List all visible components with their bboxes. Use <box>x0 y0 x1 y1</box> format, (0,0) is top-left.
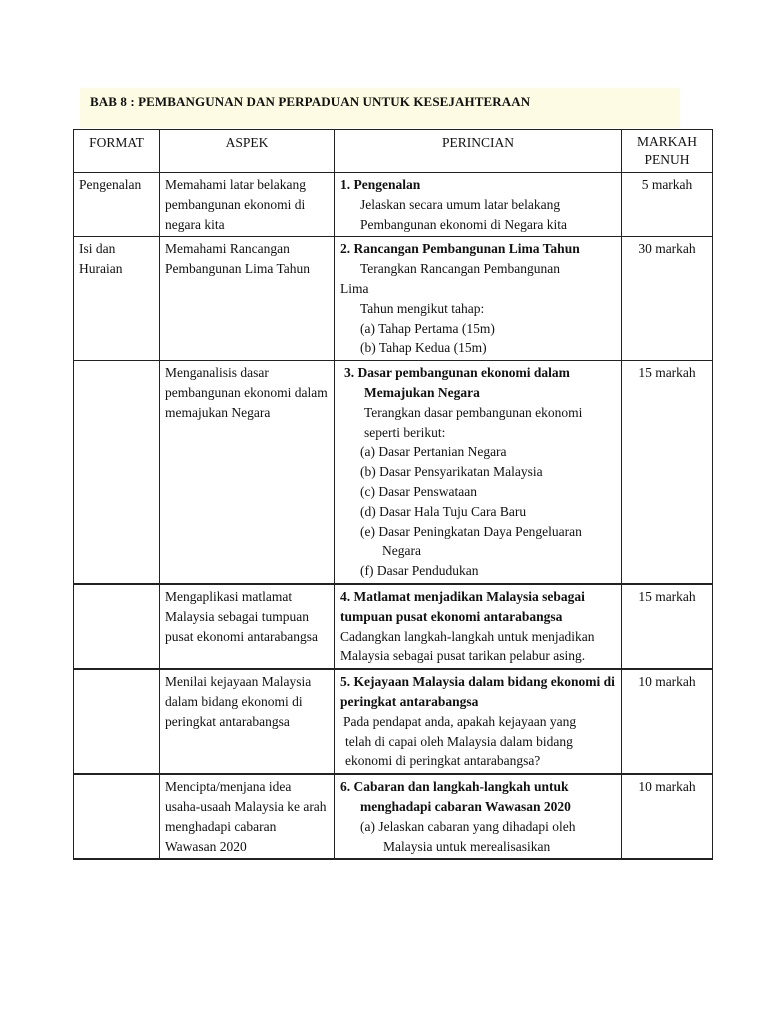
perincian-line: seperti berikut: <box>364 424 446 440</box>
perincian-line: ekonomi di peringkat antarabangsa? <box>345 753 541 769</box>
perincian-line: Terangkan dasar pembangunan ekonomi <box>364 404 583 420</box>
perincian-line: telah di capai oleh Malaysia dalam bidang <box>345 733 573 749</box>
aspek-cell: Memahami latar belakang pembangunan ekonomi di negara kita <box>160 173 335 237</box>
table-row <box>74 669 713 774</box>
perincian-item: (a) Jelaskan cabaran yang dihadapi oleh <box>360 818 576 834</box>
perincian-heading: 4. Matlamat menjadikan Malaysia sebagai tumpuan pusat ekonomi antarabangsa <box>340 588 585 624</box>
perincian-line: Tahun mengikut tahap: <box>360 300 485 316</box>
markah-cell: 15 markah <box>622 361 713 584</box>
perincian-heading: 2. Rancangan Pembangunan Lima Tahun <box>340 241 580 257</box>
perincian-heading: 6. Cabaran dan langkah-langkah untuk <box>340 779 569 795</box>
markah-cell: 10 markah <box>622 669 713 774</box>
perincian-item: (f) Dasar Pendudukan <box>360 563 479 579</box>
format-cell: Pengenalan <box>74 173 160 237</box>
perincian-cell <box>335 584 622 669</box>
perincian-body: Cadangkan langkah-langkah untuk menjadikan Malaysia sebagai pusat tarikan pelabur asing. <box>340 628 595 664</box>
format-cell <box>74 584 160 669</box>
header-format: FORMAT <box>74 130 160 173</box>
perincian-heading: Memajukan Negara <box>364 384 480 400</box>
perincian-item: (d) Dasar Hala Tuju Cara Baru <box>360 503 527 519</box>
table-row <box>74 774 713 859</box>
aspek-cell: Memahami Rancangan Pembangunan Lima Tahun <box>160 237 335 361</box>
perincian-cell <box>335 669 622 774</box>
perincian-cell <box>335 774 622 859</box>
header-markah-penuh <box>622 130 713 173</box>
perincian-line: Jelaskan secara umum latar belakang <box>360 196 561 212</box>
format-cell <box>74 774 160 859</box>
markah-cell: 10 markah <box>622 774 713 859</box>
perincian-item: (b) Tahap Kedua (15m) <box>360 340 487 356</box>
perincian-cell <box>335 361 622 584</box>
table-row <box>74 237 713 361</box>
perincian-line: Pada pendapat anda, apakah kejayaan yang <box>343 713 577 729</box>
perincian-item: (b) Dasar Pensyarikatan Malaysia <box>360 464 543 480</box>
markah-cell: 15 markah <box>622 584 713 669</box>
perincian-item: (a) Tahap Pertama (15m) <box>360 320 495 336</box>
perincian-heading: menghadapi cabaran Wawasan 2020 <box>360 798 571 814</box>
header-markah-line1: MARKAH <box>636 134 697 149</box>
format-cell <box>74 361 160 584</box>
perincian-cell <box>335 173 622 237</box>
table-row <box>74 584 713 669</box>
aspek-cell: Mengaplikasi matlamat Malaysia sebagai tumpuan pusat ekonomi antarabangsa <box>160 584 335 669</box>
table-row <box>74 173 713 237</box>
header-markah-line2: PENUH <box>644 152 690 167</box>
page-title: BAB 8 : PEMBANGUNAN DAN PERPADUAN UNTUK KESEJAHTERAAN <box>90 94 531 109</box>
aspek-cell: Menganalisis dasar pembangunan ekonomi dalam memajukan Negara <box>160 361 335 584</box>
table-header-row <box>74 130 713 173</box>
perincian-item: (c) Dasar Penswataan <box>360 483 477 499</box>
perincian-line: Terangkan Rancangan Pembangunan <box>360 261 560 277</box>
markah-cell: 30 markah <box>622 237 713 361</box>
perincian-heading: 1. Pengenalan <box>340 177 421 192</box>
markah-cell: 5 markah <box>622 173 713 237</box>
perincian-item-cont: Malaysia untuk merealisasikan <box>383 838 551 854</box>
perincian-line: Pembangunan ekonomi di Negara kita <box>360 216 567 232</box>
perincian-item-cont: Negara <box>382 543 421 559</box>
aspek-cell: Menilai kejayaan Malaysia dalam bidang ekonomi di peringkat antarabangsa <box>160 669 335 774</box>
perincian-item: (e) Dasar Peningkatan Daya Pengeluaran <box>360 523 582 539</box>
perincian-item: (a) Dasar Pertanian Negara <box>360 444 507 460</box>
perincian-heading: 5. Kejayaan Malaysia dalam bidang ekonomi di peringkat antarabangsa <box>340 674 615 709</box>
perincian-line: Lima <box>340 280 369 296</box>
table-row <box>74 361 713 584</box>
perincian-cell <box>335 237 622 361</box>
header-perincian: PERINCIAN <box>335 130 622 173</box>
format-cell <box>74 669 160 774</box>
header-aspek: ASPEK <box>160 130 335 173</box>
aspek-cell: Mencipta/menjana idea usaha-usaah Malaysia ke arah menghadapi cabaran Wawasan 2020 <box>160 774 335 859</box>
format-cell: Isi dan Huraian <box>74 237 160 361</box>
perincian-heading: 3. Dasar pembangunan ekonomi dalam <box>344 365 570 381</box>
syllabus-table <box>73 129 713 860</box>
